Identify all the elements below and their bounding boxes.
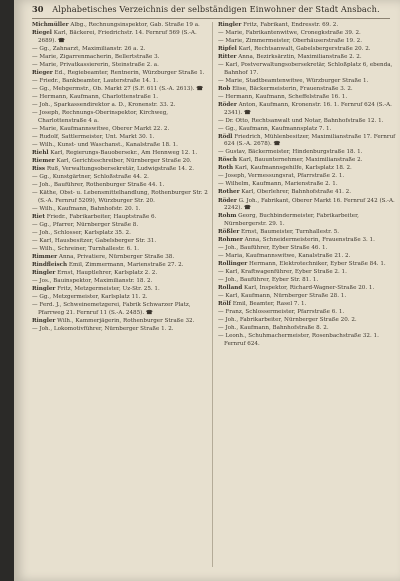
directory-entry bbox=[32, 302, 210, 317]
directory-entry bbox=[32, 142, 210, 150]
directory-entry bbox=[32, 326, 210, 334]
entry-details: — Karl, Postverwaltungsobersekretär, Schloßplatz 6, ebenda, Bahnhof 17. bbox=[218, 62, 393, 76]
directory-entry bbox=[218, 309, 396, 317]
entry-surname: Rother bbox=[218, 189, 240, 196]
entry-details: — Marie, Privatkassiererin, Steinstraße 2. a. bbox=[32, 61, 159, 68]
directory-entry bbox=[32, 102, 210, 110]
entry-details: Karl, Bauunternehmer, Maximilianstraße 2. bbox=[238, 157, 363, 164]
column-divider bbox=[212, 22, 213, 567]
entry-surname: Rindfleisch bbox=[32, 261, 68, 268]
entry-surname: Ringler bbox=[32, 269, 56, 276]
directory-entry bbox=[218, 333, 396, 348]
directory-entry bbox=[218, 86, 396, 94]
entry-details: — Joh., Bauführer, Eyber Straße 46. 1. bbox=[218, 244, 328, 251]
entry-details: — Gg., Kaufmann, Kaufmannsplatz 7. 1. bbox=[218, 125, 332, 132]
entry-details: Anton, Kaufmann, Kronenstr. 16. 1. Fernruf 624 (S.-A. 2341). bbox=[224, 101, 392, 116]
directory-entry bbox=[218, 46, 396, 54]
entry-surname: Rößler bbox=[218, 228, 240, 235]
entry-details: — Karl, Kaufmann, Nürnberger Straße 28. 1. bbox=[218, 293, 347, 300]
directory-entry bbox=[218, 173, 396, 181]
directory-entry bbox=[32, 86, 210, 94]
directory-entry bbox=[32, 222, 210, 230]
entry-details: Emil, Beamter, Rasel 7. 1. bbox=[232, 301, 307, 308]
entry-details: Fritz, Metzgermeister, Uz-Str. 25. 1. bbox=[57, 286, 160, 293]
entry-details: — Gg., Metzgermeister, Karlsplatz 11. 2. bbox=[32, 294, 148, 301]
telephone-icon: ☎ bbox=[196, 85, 204, 92]
entry-details: Anna, Schneidermeisterin, Frauenstraße 3. 1. bbox=[244, 236, 375, 243]
directory-entry bbox=[32, 254, 210, 262]
directory-entry bbox=[218, 189, 396, 197]
entry-details: — Käthe, Obst- u. Lebensmittelhandlung, Rothenburger Str. 2 (S.-A. Fernruf 5209), Würzburger Str. 20. bbox=[32, 189, 208, 204]
directory-entry bbox=[218, 293, 396, 301]
page-header bbox=[32, 4, 390, 19]
page-title: Alphabetisches Verzeichnis der selbständigen Einwohner der Stadt Ansbach. bbox=[52, 4, 380, 14]
entry-details: Karl, Bäckerei, Friedrichstr. 14. Fernruf 569 (S.-A. 2689). bbox=[38, 30, 197, 44]
directory-entry bbox=[218, 134, 396, 149]
entry-details: Ruß, Verwaltungsobersekretär, Ludwigstraße 14. 2. bbox=[46, 165, 194, 172]
entry-details: — Hermann, Kaufmann, Scheffelstraße 16. 1. bbox=[218, 93, 348, 100]
entry-surname: Rösch bbox=[218, 157, 238, 164]
entry-details: — Marie, Stadtbeamtenwitwe, Würzburger Straße 1. bbox=[218, 77, 369, 84]
entry-details: — Marie, Kaufmannswitwe, Oberer Markt 22. 2. bbox=[32, 125, 170, 132]
directory-entry bbox=[218, 229, 396, 237]
entry-surname: Riemer bbox=[32, 157, 55, 164]
directory-entry bbox=[32, 54, 210, 62]
entry-details: Fritz, Fabrikant, Endresstr. 69. 2. bbox=[243, 22, 339, 28]
directory-entry bbox=[32, 206, 210, 214]
entry-details: Emil, Zimmermann, Marienstraße 27. 2. bbox=[68, 261, 184, 268]
directory-entry bbox=[32, 70, 210, 78]
entry-surname: Ripfel bbox=[218, 46, 237, 53]
entry-details: — Joseph, Rechnungs-Oberinspektor, Kirchweg, Charlottenstraße 4 a. bbox=[32, 110, 169, 124]
directory-entry bbox=[32, 166, 210, 174]
entry-details: Wilh., Kammerjägerin, Rothenburger Straße 32. bbox=[57, 317, 195, 324]
directory-entry bbox=[218, 30, 396, 38]
entry-surname: Rödl bbox=[218, 133, 233, 140]
entry-details: — Wilh., Kaufmann, Bahnhofstr. 20. 1. bbox=[32, 205, 141, 212]
directory-entry bbox=[218, 285, 396, 293]
entry-surname: Röder bbox=[218, 197, 237, 204]
entry-details: — Hermann, Kaufmann, Charlottenstraße 1. bbox=[32, 93, 158, 100]
entry-details: — Joh., Bauführer, Eyber Str. 81. 1. bbox=[218, 277, 319, 283]
telephone-icon: ☎ bbox=[57, 37, 65, 44]
right-column bbox=[218, 22, 396, 349]
entry-details: Karl, Rechtsanwalt, Gabelsbergerstraße 20. 2. bbox=[238, 46, 371, 53]
entry-surname: Ritter bbox=[218, 54, 237, 61]
entry-details: — Marie, Fabrikantenwitwe, Cronegkstraße 39. 2. bbox=[218, 30, 361, 37]
directory-entry bbox=[218, 198, 396, 213]
directory-entry bbox=[218, 78, 396, 86]
directory-entry bbox=[218, 253, 396, 261]
entry-details: Anna, Bezirksärztin, Maximilianstraße 2. 2. bbox=[238, 54, 362, 61]
entry-details: Karl, Regierungs-Bauobersekr., Am Hennweg 12. 1. bbox=[50, 149, 198, 156]
left-column bbox=[32, 22, 210, 334]
entry-details: — Joh., Kaufmann, Bahnhofstraße 8. 2. bbox=[218, 325, 329, 332]
entry-details: — Gg., Kunstgärtner, Schloßstraße 44. 2. bbox=[32, 173, 149, 180]
directory-entry bbox=[218, 102, 396, 117]
entry-surname: Rolland bbox=[218, 285, 243, 292]
directory-entry bbox=[32, 30, 210, 45]
entry-surname: Ringler bbox=[218, 22, 242, 28]
telephone-icon: ☎ bbox=[243, 109, 251, 116]
directory-entry bbox=[218, 94, 396, 102]
directory-entry bbox=[218, 317, 396, 325]
directory-page bbox=[14, 0, 400, 581]
directory-entry bbox=[32, 230, 210, 238]
directory-entry bbox=[218, 149, 396, 157]
directory-entry bbox=[218, 269, 396, 277]
directory-entry bbox=[32, 158, 210, 166]
entry-surname: Ringler bbox=[32, 317, 56, 324]
page-number: 30 bbox=[32, 4, 44, 14]
directory-entry bbox=[32, 150, 210, 158]
directory-entry bbox=[32, 134, 210, 142]
entry-details: — Gustav, Bäckermeister, Hindenburgstraße 18. 1. bbox=[218, 149, 363, 156]
entry-details: Karl, Gerichtsschreiber, Nürnberger Straße 20. bbox=[56, 157, 192, 164]
entry-details: Ernst, Baumeister, Turnhallestr. 5. bbox=[241, 228, 340, 235]
directory-entry bbox=[218, 157, 396, 165]
entry-surname: Rohm bbox=[218, 213, 237, 220]
entry-details: — Joh., Fabrikarbeiter, Nürnberger Straße 20. 2. bbox=[218, 317, 357, 324]
entry-details: — Marie, Zigarrenmacherin, Bellertstraße 3. bbox=[32, 53, 160, 60]
entry-details: Karl, Oberlehrer, Bahnhofstraße 41. 2. bbox=[241, 189, 351, 196]
directory-entry bbox=[32, 262, 210, 270]
entry-details: — Wilh., Kunst- und Waschanst., Kanalstraße 18. 1. bbox=[32, 141, 178, 148]
entry-surname: Riehl bbox=[32, 149, 49, 156]
entry-surname: Rieger bbox=[32, 69, 53, 76]
entry-details: — Joseph, Vermessungsrat, Pfarrstraße 2. 1. bbox=[218, 173, 345, 180]
directory-entry bbox=[32, 286, 210, 294]
entry-details: — Friedr., Bankbeamter, Lauterstraße 14. 1. bbox=[32, 77, 158, 84]
directory-entry bbox=[218, 277, 396, 285]
directory-entry bbox=[218, 165, 396, 173]
entry-details: Georg, Buchbindermeister, Fabrikarbeiter, Nürnbergerstr. 29. 1. bbox=[224, 213, 359, 227]
directory-entry bbox=[218, 237, 396, 245]
directory-entry bbox=[32, 182, 210, 190]
entry-details: — Gg., Mehgermstr., Ob. Markt 27 (S.F. 611 (S.-A. 2613). bbox=[32, 85, 195, 92]
entry-details: — Leonh., Schuhmachermeister, Rosenbachstraße 32. 1. Fernruf 624. bbox=[218, 333, 379, 347]
directory-entry bbox=[218, 118, 396, 126]
directory-entry bbox=[32, 78, 210, 86]
directory-entry bbox=[32, 294, 210, 302]
entry-details: Friedrich, Mühlenbesitzer, Maximilianstraße 17. Fernruf 624 (S.-A. 2678). bbox=[224, 133, 396, 148]
directory-entry bbox=[218, 301, 396, 309]
directory-entry bbox=[218, 126, 396, 134]
directory-entry bbox=[218, 54, 396, 62]
entry-details: — Gg., Pfarrer, Nürnberger Straße 8. bbox=[32, 221, 139, 228]
entry-details: — Rudolf, Sattlermeister, Unt. Markt 30. 1. bbox=[32, 133, 155, 140]
entry-details: — Joh., Lokomotivführer, Nürnberger Straße 1. 2. bbox=[32, 325, 174, 332]
entry-details: Elise, Bäckermeisterin, Frauenstraße 3. 2. bbox=[232, 85, 353, 92]
directory-entry bbox=[218, 181, 396, 189]
entry-details: — Joh., Bauführer, Rothenburger Straße 44. 1. bbox=[32, 181, 165, 188]
directory-entry bbox=[32, 278, 210, 286]
entry-details: — Wilh., Schreiner, Turnhallestr. 6. 1. bbox=[32, 245, 140, 252]
entry-details: Karl, Kaufmannsgehilfe, Karlsplatz 18. 2. bbox=[234, 165, 352, 172]
entry-details: — Jos., Bauinspektor, Maximilianstr. 18. 2. bbox=[32, 278, 153, 284]
directory-entry bbox=[32, 214, 210, 222]
entry-details: Karl, Inspektor, Richard-Wagner-Straße 20. 1. bbox=[244, 285, 375, 292]
entry-details: — Franz, Schlossermeister, Pfarrstraße 6. 1. bbox=[218, 309, 345, 316]
directory-entry bbox=[218, 325, 396, 333]
entry-surname: Rohmer bbox=[218, 236, 243, 243]
telephone-icon: ☎ bbox=[273, 141, 281, 148]
directory-entry bbox=[32, 270, 210, 278]
directory-entry bbox=[32, 246, 210, 254]
directory-entry bbox=[32, 22, 210, 30]
directory-entry bbox=[218, 245, 396, 253]
entry-details: — Gg., Zahnarzt, Maximilianstr. 26 a. 2. bbox=[32, 45, 146, 52]
directory-entry bbox=[32, 126, 210, 134]
entry-details: — Ferd. J., Schweinemetzgerei, Fabrik Schwarzer Platz, Pfarrweg 21. Fernruf 11 (S.-A. 2485). bbox=[32, 302, 191, 316]
entry-details: — Marie, Zimmermeister, Oberhäuserstraße 19. 2. bbox=[218, 38, 362, 45]
entry-details: — Joh., Sparkassendirektor a. D., Kronenstr. 33. 2. bbox=[32, 101, 176, 108]
telephone-icon: ☎ bbox=[243, 205, 251, 212]
entry-details: — Dr. Otto, Rechtsanwalt und Notar, Bahnhofstraße 12. 1. bbox=[218, 117, 384, 124]
entry-surname: Rölf bbox=[218, 301, 231, 308]
entry-surname: Rimmer bbox=[32, 253, 58, 260]
entry-details: G. Joh., Fabrikant, Oberer Markt 16. Fernruf 242 (S.-A. 2242). bbox=[224, 197, 395, 212]
entry-details: Albg., Rechnungsinspektor, Gab. Straße 19 a. bbox=[70, 22, 200, 28]
telephone-icon: ☎ bbox=[145, 309, 153, 316]
entry-surname: Ringler bbox=[32, 286, 56, 293]
entry-details: — Maria, Kaufmannswitwe, Kanalstraße 21. 2. bbox=[218, 252, 351, 259]
entry-details: Anna, Privatiere, Nürnberger Straße 38. bbox=[58, 253, 175, 260]
entry-details: Friedr., Fabrikarbeiter, Hauptstraße 6. bbox=[46, 213, 157, 220]
directory-entry bbox=[32, 318, 210, 326]
entry-surname: Riet bbox=[32, 213, 45, 220]
directory-entry bbox=[32, 238, 210, 246]
entry-surname: Riegel bbox=[32, 30, 52, 37]
directory-entry bbox=[218, 62, 396, 77]
entry-details: Ed., Regiebeamter, Rentnerin, Würzburger Straße 1. bbox=[54, 69, 205, 76]
directory-entry bbox=[218, 261, 396, 269]
directory-entry bbox=[32, 46, 210, 54]
entry-surname: Michmüller bbox=[32, 22, 69, 28]
directory-entry bbox=[32, 110, 210, 125]
entry-details: Hermann, Elektrotechniker, Eyber Straße 84. 1. bbox=[249, 260, 386, 267]
directory-entry bbox=[218, 22, 396, 30]
directory-entry bbox=[218, 38, 396, 46]
directory-entry bbox=[32, 174, 210, 182]
directory-entry bbox=[218, 213, 396, 228]
entry-surname: Rob bbox=[218, 85, 231, 92]
entry-surname: Riss bbox=[32, 165, 46, 172]
entry-details: — Joh., Schlosser, Karlsplatz 35. 2. bbox=[32, 229, 131, 236]
entry-details: — Wilhelm, Kaufmann, Marienstraße 2. 1. bbox=[218, 181, 338, 188]
entry-surname: Rollinger bbox=[218, 260, 248, 267]
entry-details: Ernst, Hauptlehrer, Karlsplatz 2. 2. bbox=[57, 269, 158, 276]
entry-surname: Roth bbox=[218, 165, 234, 172]
directory-entry bbox=[32, 190, 210, 205]
directory-entry bbox=[32, 94, 210, 102]
entry-surname: Röder bbox=[218, 101, 237, 108]
entry-details: — Karl, Hausbesitzer, Gabelsberger Str. 31. bbox=[32, 237, 157, 244]
entry-details: — Karl, Kraftwagenführer, Eyber Straße 2. 1. bbox=[218, 268, 347, 275]
directory-entry bbox=[32, 62, 210, 70]
